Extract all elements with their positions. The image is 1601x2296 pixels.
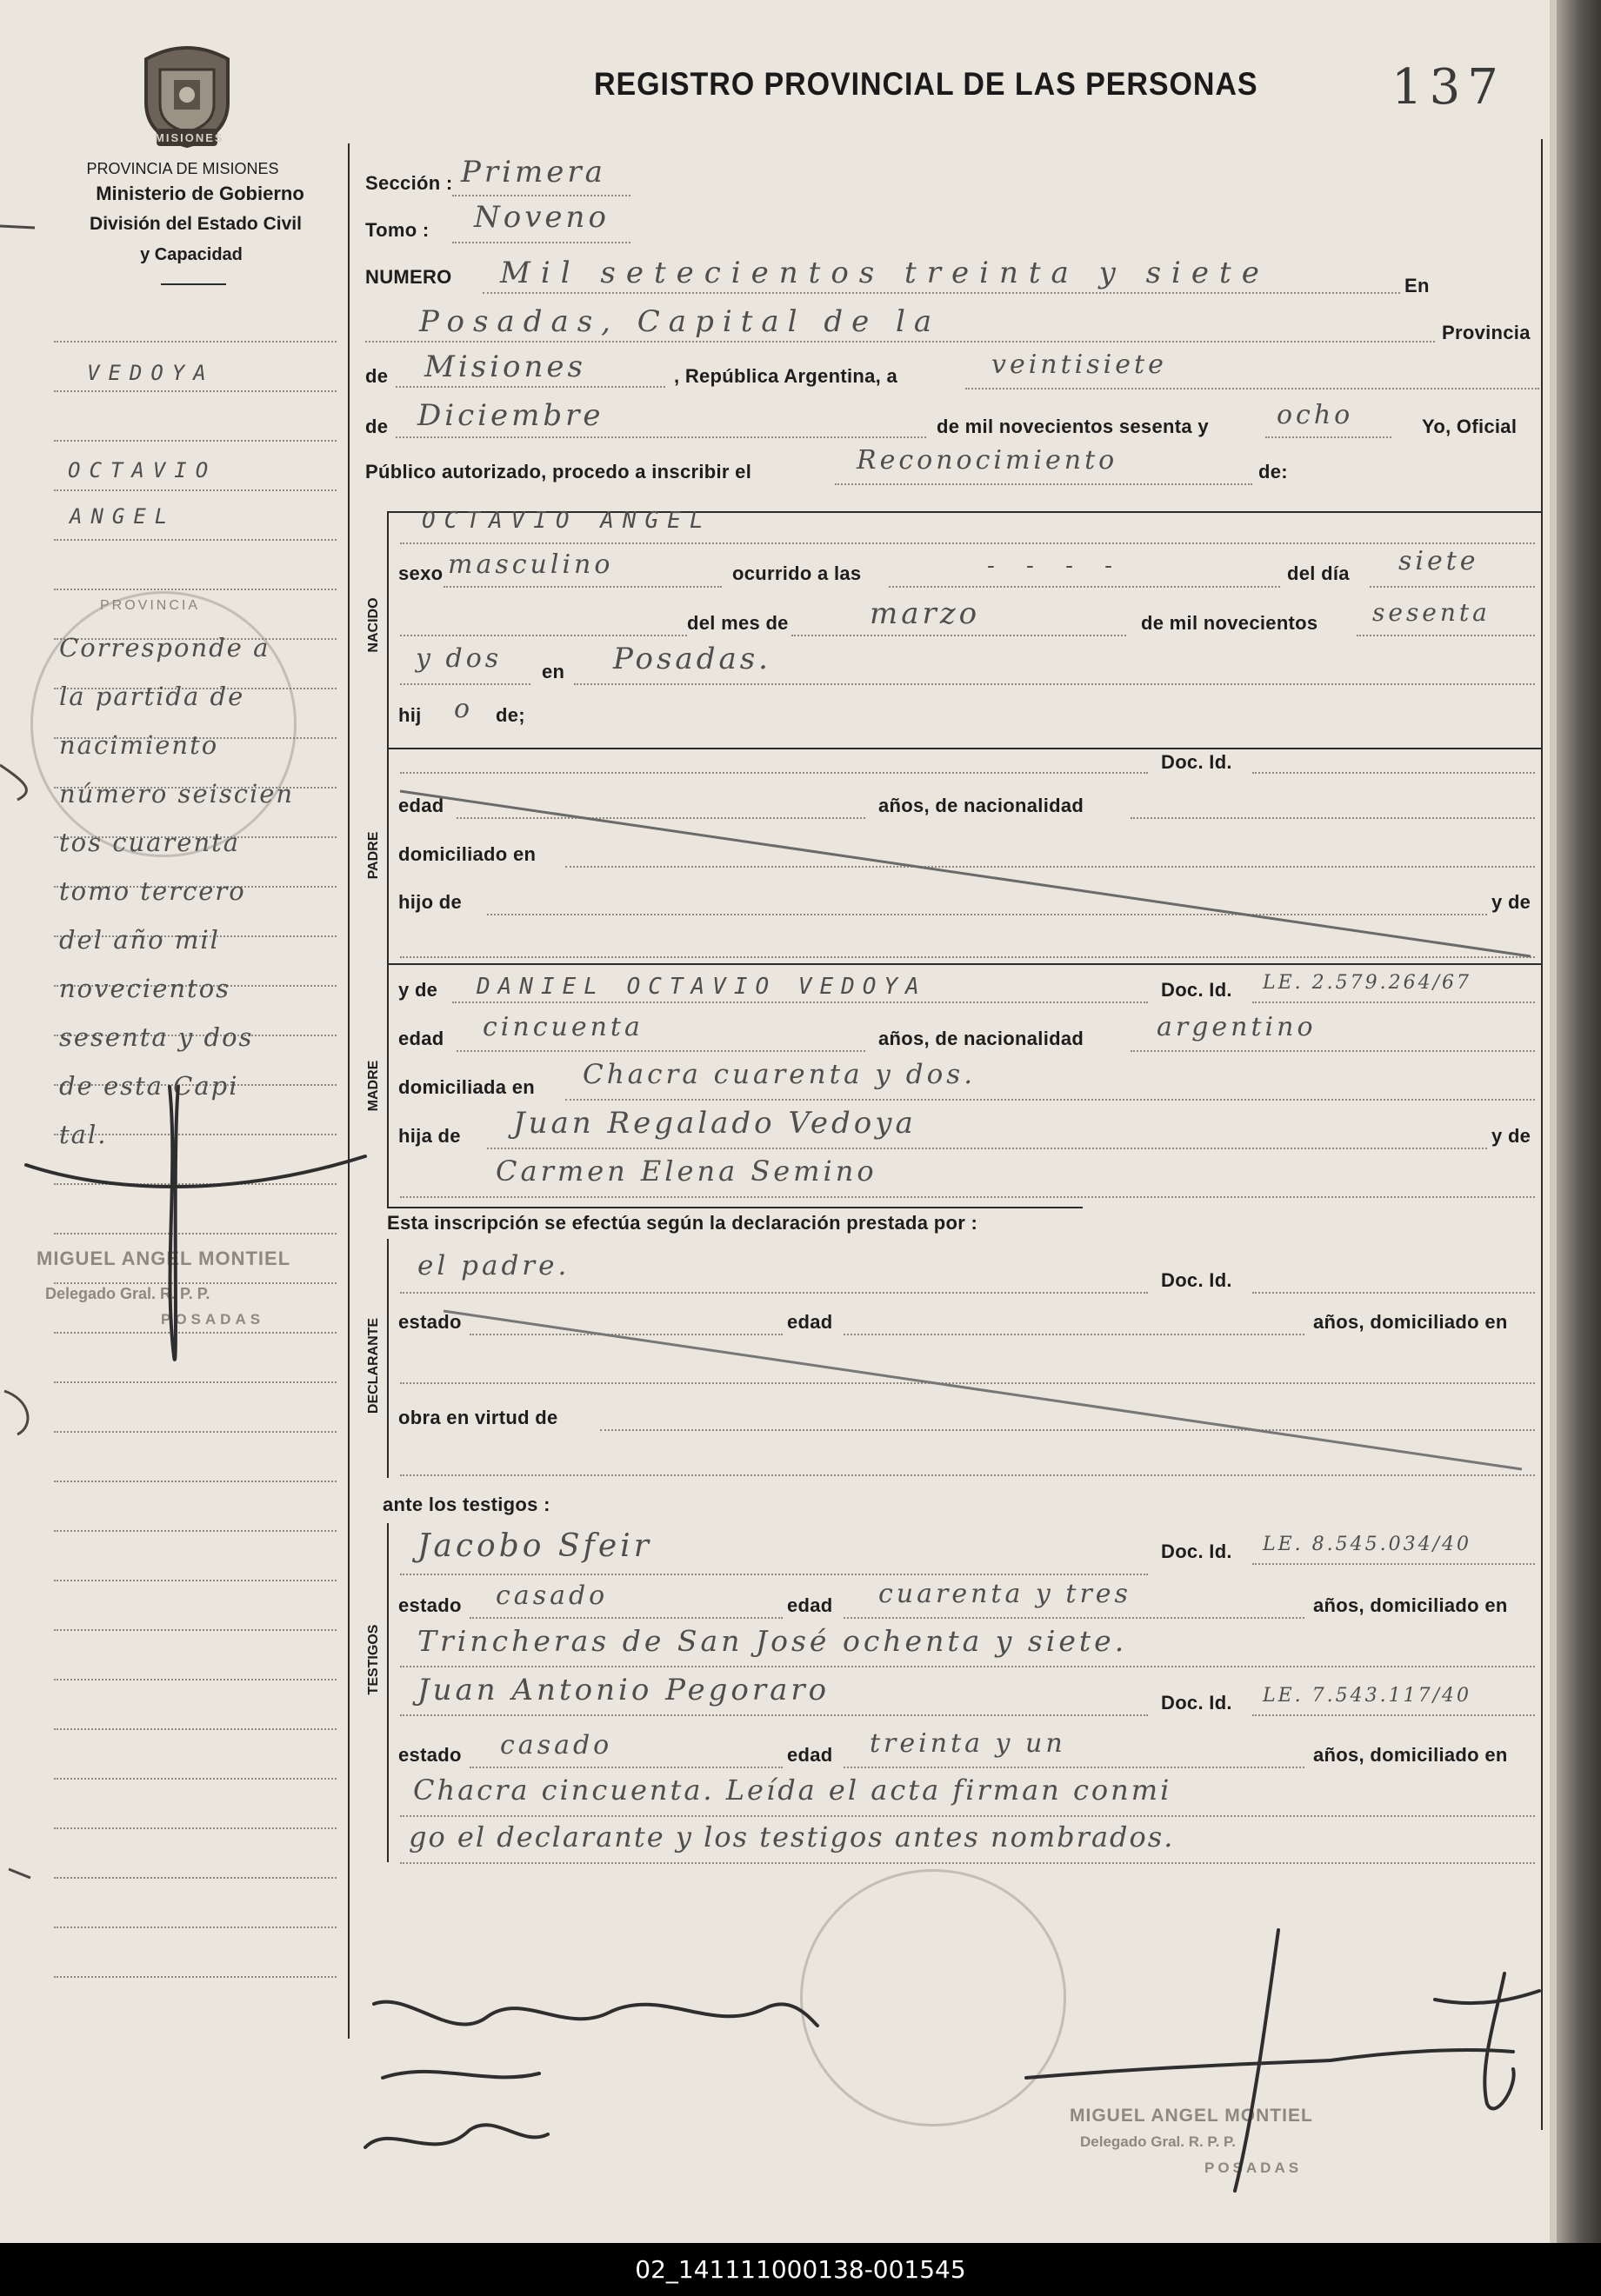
en-label: En <box>1404 275 1430 296</box>
madre-hija-label: hija de <box>398 1125 461 1147</box>
madre-anios-label: años, de nacionalidad <box>878 1028 1084 1049</box>
margin-note-line: novecientos <box>59 974 231 1003</box>
province-value: Misiones <box>424 349 586 384</box>
numero-value: Mil setecientos treinta y siete <box>500 256 1270 290</box>
book-edge <box>1557 0 1601 2243</box>
madre-madre-value: Carmen Elena Semino <box>496 1155 877 1188</box>
closing-text-1: Chacra cincuenta. Leída el acta firman conmi <box>413 1774 1172 1807</box>
sexo-value: masculino <box>448 549 614 580</box>
hij-label: hij <box>398 704 422 726</box>
margin-note-line: la partida de <box>59 682 245 711</box>
margin-stamp-name: MIGUEL ANGEL MONTIEL <box>37 1248 291 1269</box>
madre-domiciliada-label: domiciliada en <box>398 1076 536 1098</box>
madre-nacionalidad-value: argentino <box>1157 1012 1317 1042</box>
t2-name-value: Juan Antonio Pegoraro <box>417 1673 831 1707</box>
t1-edad-value: cuarenta y tres <box>878 1579 1131 1609</box>
madre-domicilio-value: Chacra cuarenta y dos. <box>583 1059 977 1090</box>
margin-note-line: del año mil <box>59 925 220 955</box>
division-name: División del Estado Civil <box>90 214 302 234</box>
bottom-stamp-name: MIGUEL ANGEL MONTIEL <box>1070 2106 1313 2126</box>
padre-hijo-label: hijo de <box>398 891 462 913</box>
t2-doc-value: LE. 7.543.117/40 <box>1263 1685 1472 1707</box>
t2-edad-value: treinta y un <box>870 1728 1066 1759</box>
ocurrido-label: ocurrido a las <box>732 562 862 584</box>
anio1-value: sesenta <box>1372 598 1491 627</box>
testigos-side-label: TESTIGOS <box>366 1624 381 1695</box>
t1-name-value: Jacobo Sfeir <box>417 1528 652 1564</box>
margin-note-line: de esta Capi <box>59 1071 239 1101</box>
declarante-por-value: el padre. <box>417 1250 570 1281</box>
t1-anios-label: años, domiciliado en <box>1313 1594 1508 1616</box>
declarante-obra-label: obra en virtud de <box>398 1407 558 1428</box>
padre-doc-label: Doc. Id. <box>1161 751 1232 773</box>
declarante-side-label: DECLARANTE <box>366 1317 381 1414</box>
de-colon-label: de: <box>1258 461 1288 482</box>
nacido-side-label: NACIDO <box>366 597 381 653</box>
t1-doc-value: LE. 8.545.034/40 <box>1263 1534 1472 1555</box>
madre-name-value: DANIEL OCTAVIO VEDOYA <box>477 974 927 1000</box>
publico-label: Público autorizado, procedo a inscribir el <box>365 461 752 482</box>
ministry-name: Ministerio de Gobierno <box>96 183 304 204</box>
margin-surname: VEDOYA <box>87 361 215 385</box>
de-label-1: de <box>365 365 389 387</box>
nacido-name: OCTAVIO ANGEL <box>422 508 712 534</box>
tomo-value: Noveno <box>474 200 610 235</box>
deldia-label: del día <box>1287 562 1350 584</box>
closing-text-2: go el declarante y los testigos antes nombrados. <box>409 1820 1175 1853</box>
hour-value: - - - - <box>987 553 1124 579</box>
t1-estado-label: estado <box>398 1594 462 1616</box>
madre-yde2-label: y de <box>1491 1125 1531 1147</box>
padre-side-label: PADRE <box>366 831 381 880</box>
hij-de-label: de; <box>496 704 525 726</box>
province-name: PROVINCIA DE MISIONES <box>86 160 279 177</box>
testigos-intro: ante los testigos : <box>383 1494 550 1515</box>
padre-anios-label: años, de nacionalidad <box>878 795 1084 816</box>
page-number: 137 <box>1391 59 1505 116</box>
republica-label: , República Argentina, a <box>674 365 897 387</box>
madre-edad-label: edad <box>398 1028 444 1049</box>
padre-yde-label: y de <box>1491 891 1531 913</box>
oficial-label: Yo, Oficial <box>1422 416 1518 437</box>
t1-doc-label: Doc. Id. <box>1161 1541 1232 1562</box>
day-value: veintisiete <box>991 349 1167 380</box>
margin-note-line: sesenta y dos <box>59 1022 254 1052</box>
declarante-intro: Esta inscripción se efectúa según la declaración prestada por : <box>387 1212 978 1234</box>
madre-doc-label: Doc. Id. <box>1161 979 1232 1001</box>
declarante-doc-label: Doc. Id. <box>1161 1269 1232 1291</box>
padre-domiciliado-label: domiciliado en <box>398 843 537 865</box>
demil-label: de mil novecientos <box>1141 612 1318 634</box>
madre-hija-value: Juan Regalado Vedoya <box>513 1106 917 1141</box>
place-value: Posadas, Capital de la <box>419 304 941 339</box>
margin-given-name-2: ANGEL <box>70 504 177 529</box>
t2-estado-value: casado <box>500 1730 613 1760</box>
month-value: Diciembre <box>417 398 604 433</box>
binding-marks <box>0 0 70 2243</box>
padre-edad-label: edad <box>398 795 444 816</box>
madre-yde-label: y de <box>398 979 438 1001</box>
t2-anios-label: años, domiciliado en <box>1313 1744 1508 1766</box>
dia-value: siete <box>1398 546 1479 576</box>
madre-side-label: MADRE <box>366 1060 381 1112</box>
provincia-label: Provincia <box>1442 322 1531 343</box>
margin-note-line: número seiscien <box>59 779 295 809</box>
numero-label: NUMERO <box>365 266 452 288</box>
declarante-estado-label: estado <box>398 1311 462 1333</box>
bottom-stamp-city: POSADAS <box>1204 2160 1303 2176</box>
declarante-anios-label: años, domiciliado en <box>1313 1311 1508 1333</box>
tomo-label: Tomo : <box>365 219 430 241</box>
crest-banner: MISIONES <box>155 131 224 144</box>
sexo-label: sexo <box>398 562 444 584</box>
margin-note-line: nacimiento <box>59 730 219 760</box>
margin-note-line: Corresponde a <box>59 633 270 662</box>
margin-note-line: tos cuarenta <box>59 828 241 857</box>
image-id-footer: 02_141111000138-001545 <box>0 2243 1601 2296</box>
margin-note-line: tal. <box>59 1120 108 1149</box>
seccion-label: Sección : <box>365 172 453 194</box>
hij-suffix: o <box>454 694 474 724</box>
lugar-value: Posadas. <box>613 642 771 676</box>
t2-edad-label: edad <box>787 1744 833 1766</box>
margin-stamp-title: Delegado Gral. R. P. P. <box>45 1285 210 1302</box>
anio2-value: y dos <box>416 643 503 674</box>
margin-stamp-ring: PROVINCIA <box>100 598 201 613</box>
bottom-stamp-title: Delegado Gral. R. P. P. <box>1080 2133 1236 2150</box>
en-label-2: en <box>542 661 565 682</box>
t2-estado-label: estado <box>398 1744 462 1766</box>
seccion-value: Primera <box>461 155 606 190</box>
capacity-name: y Capacidad <box>140 245 243 264</box>
margin-given-name-1: OCTAVIO <box>68 458 217 482</box>
madre-doc-value: LE. 2.579.264/67 <box>1263 972 1472 994</box>
de-label-2: de <box>365 416 389 437</box>
margin-note-line: tomo tercero <box>59 876 246 906</box>
delmes-label: del mes de <box>687 612 789 634</box>
page-title: REGISTRO PROVINCIAL DE LAS PERSONAS <box>594 66 1258 102</box>
madre-edad-value: cincuenta <box>483 1012 644 1042</box>
year-value: ocho <box>1277 400 1354 430</box>
act-value: Reconocimiento <box>857 445 1118 476</box>
declarante-edad-label: edad <box>787 1311 833 1333</box>
mes-value: marzo <box>870 596 981 631</box>
t2-doc-label: Doc. Id. <box>1161 1692 1232 1714</box>
margin-stamp-city: POSADAS <box>161 1311 265 1328</box>
year-label: de mil novecientos sesenta y <box>937 416 1209 437</box>
t1-edad-label: edad <box>787 1594 833 1616</box>
t1-domicilio-value: Trincheras de San José ochenta y siete. <box>417 1624 1128 1658</box>
t1-estado-value: casado <box>496 1581 609 1611</box>
